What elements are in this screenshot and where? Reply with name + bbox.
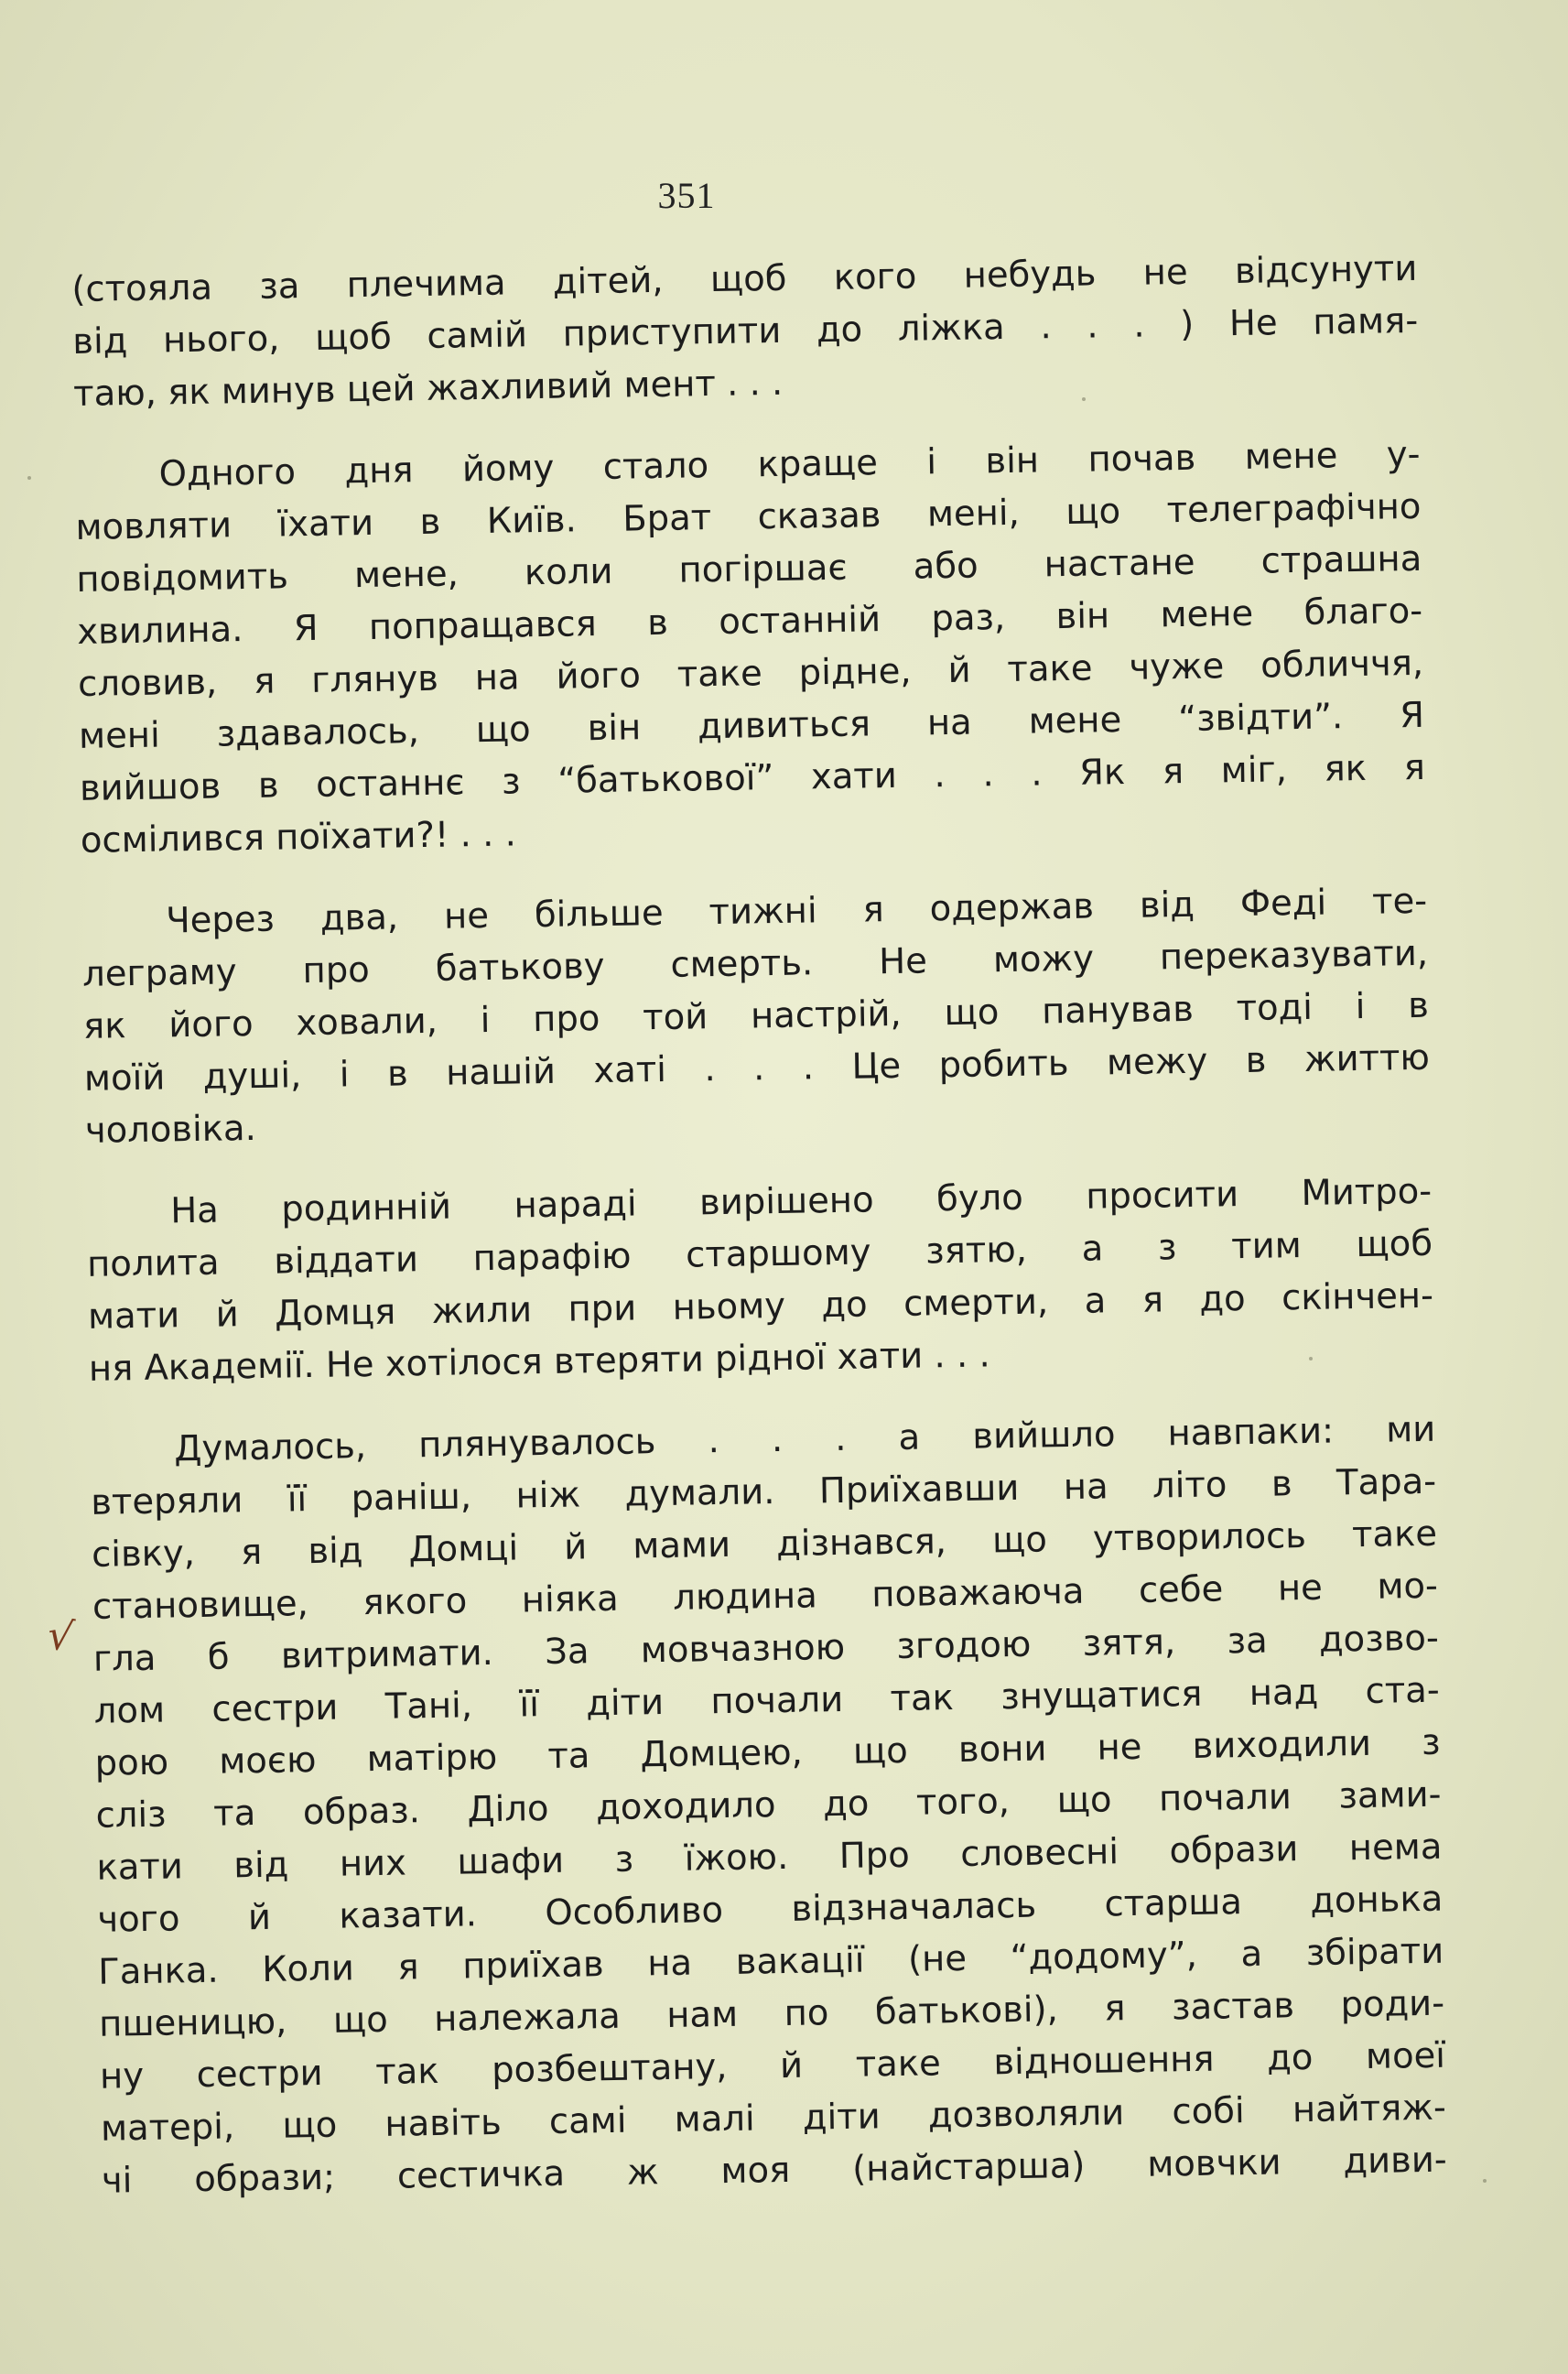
text-line: Одного дня йому стало краще і він почав мене у- bbox=[158, 433, 1421, 495]
body-text bbox=[71, 243, 1447, 2207]
text-line: вийшов в останнє з “батькової” хати . . . Як я міг, як я bbox=[79, 746, 1426, 809]
text-line: ну сестри так розбештану, й таке відношення до моеї bbox=[99, 2034, 1446, 2098]
paragraph-3 bbox=[81, 875, 1431, 1157]
text-line: сліз та образ. Діло доходило до того, що почали зами- bbox=[95, 1773, 1442, 1837]
paragraph-2 bbox=[74, 428, 1426, 867]
text-line: мовляти їхати в Київ. Брат сказав мені, що телеграфічно bbox=[75, 485, 1422, 548]
text-line: кати від них шафи з їжою. Про словесні образи нема bbox=[96, 1826, 1443, 1889]
text-line: становище, якого ніяка людина поважаюча себе не мо- bbox=[92, 1565, 1439, 1628]
text-line: рою моєю матірю та Домцею, що вони не виходили з bbox=[94, 1721, 1441, 1784]
text-line: таю, як минув цей жахливий мент . . . bbox=[72, 362, 784, 415]
text-line: На родинній нараді вирішено було просити Митро- bbox=[169, 1170, 1433, 1232]
handwritten-check-mark: √ bbox=[44, 1611, 77, 1662]
text-line: чоловіка. bbox=[84, 1107, 257, 1152]
text-line: Через два, не більше тижні я одержав від Феді те- bbox=[165, 880, 1428, 942]
text-line: лом сестри Тані, її діти почали так знущатися над ста- bbox=[93, 1669, 1441, 1732]
text-line: пшеницю, що належала нам по батькові), я застав роди- bbox=[98, 1982, 1445, 2045]
text-line: хвилина. Я попращався в останній раз, він мене благо- bbox=[76, 590, 1423, 653]
text-line: леграму про батькову смерть. Не можу переказувати, bbox=[81, 932, 1429, 995]
paper-speck bbox=[1309, 1357, 1313, 1360]
text-line: Ганка. Коли я приїхав на вакації (не “додому”, а збірати bbox=[97, 1930, 1444, 1993]
paragraph-1 bbox=[71, 243, 1420, 420]
text-line: (стояла за плечима дітей, щоб кого небудь не відсунути bbox=[71, 247, 1418, 310]
paper-speck bbox=[1082, 397, 1086, 401]
text-line: повідомить мене, коли погіршає або настане страшна bbox=[76, 537, 1422, 601]
text-line: гла б витримати. За мовчазною згодою зятя, за дозво- bbox=[92, 1617, 1440, 1680]
text-line: полита віддати парафію старшому зятю, а з тим щоб bbox=[86, 1222, 1433, 1285]
text-line: як його ховали, і про той настрій, що панував тоді і в bbox=[82, 984, 1430, 1047]
text-line: словив, я глянув на його таке рідне, й таке чуже обличчя, bbox=[77, 642, 1424, 705]
page-number: 351 bbox=[657, 175, 716, 216]
text-line: Думалось, плянувалось . . . а вийшло навпаки: ми bbox=[173, 1408, 1436, 1470]
text-line: від нього, щоб самій приступити до ліжка . . . ) Не памя- bbox=[71, 299, 1419, 363]
text-line: осмілився поїхати?! . . . bbox=[80, 813, 517, 862]
paragraph-4 bbox=[86, 1165, 1434, 1395]
text-line: чі образи; сестичка ж моя (найстарша) мовчки диви- bbox=[101, 2139, 1448, 2202]
text-line: ня Академії. Не хотілося втеряти рідної хати . . . bbox=[88, 1334, 990, 1390]
text-line: чого й казати. Особливо відзначалась старша донька bbox=[97, 1878, 1444, 1941]
text-line: сівку, я від Домці й мами дізнався, що утворилось таке bbox=[91, 1512, 1438, 1576]
paper-speck bbox=[27, 476, 31, 480]
text-line: втеряли її раніш, ніж думали. Приїхавши на літо в Тара- bbox=[90, 1460, 1437, 1523]
paragraph-5 bbox=[90, 1404, 1447, 2207]
text-line: матері, що навіть самі малі діти дозволяли собі найтяж- bbox=[100, 2087, 1447, 2150]
text-line: мені здавалось, що він дивиться на мене “звідти”. Я bbox=[78, 694, 1425, 757]
text-line: мати й Домця жили при ньому до смерти, а я до скінчен- bbox=[87, 1274, 1434, 1338]
text-line: моїй душі, і в нашій хаті . . . Це робить межу в життю bbox=[83, 1036, 1431, 1100]
paper-speck bbox=[1483, 2179, 1487, 2183]
